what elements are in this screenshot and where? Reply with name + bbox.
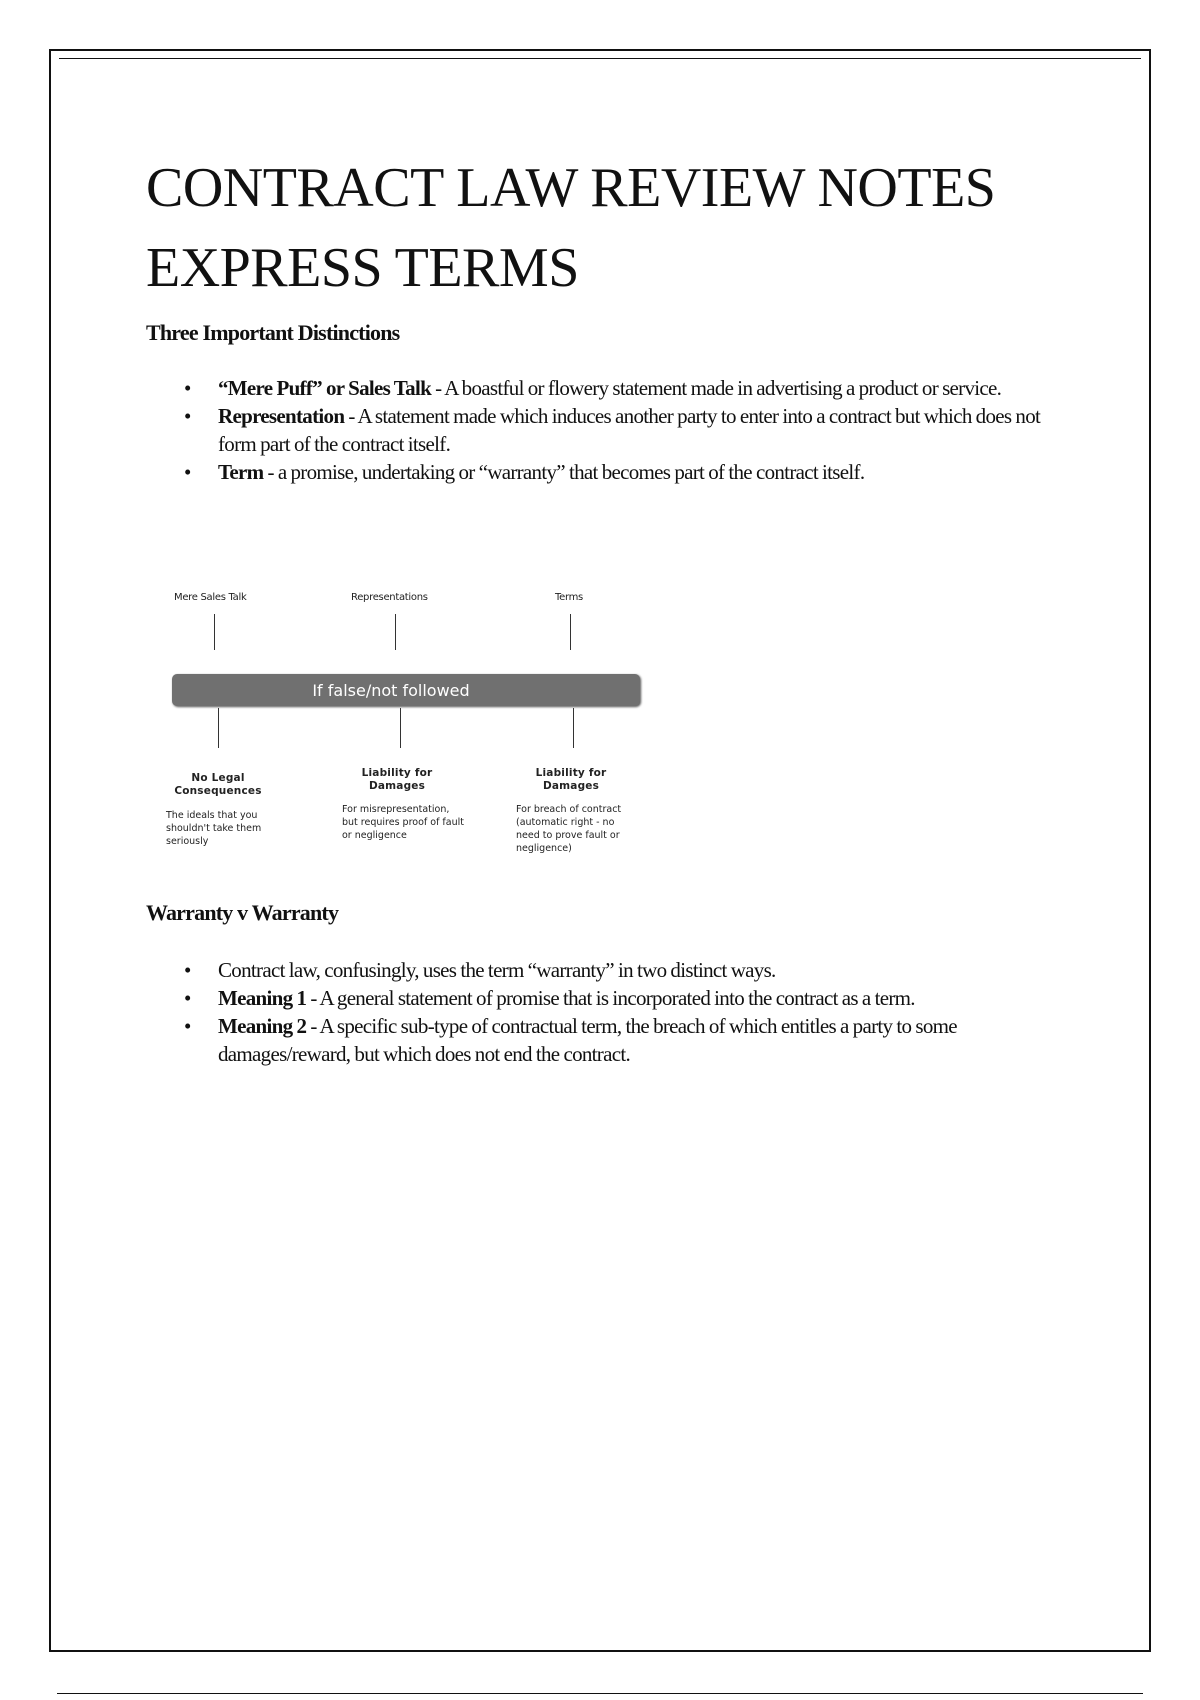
term-label: “Mere Puff” or Sales Talk xyxy=(218,376,432,400)
term-definition: - A boastful or flowery statement made in advertising a product or service. xyxy=(431,376,1002,400)
list-item xyxy=(146,984,1046,1012)
diagram-label-sales-talk: Mere Sales Talk xyxy=(174,592,247,603)
bullet: • xyxy=(184,958,191,982)
bar-label: If false/not followed xyxy=(312,680,470,700)
title-line-1: CONTRACT LAW REVIEW NOTES xyxy=(146,157,996,219)
connector-line xyxy=(214,614,215,650)
document-title xyxy=(146,148,1086,308)
connector-line xyxy=(570,614,571,650)
term-label: Representation xyxy=(218,404,345,428)
item-text: Contract law, confusingly, uses the term “warranty” in two distinct ways. xyxy=(218,958,776,982)
term-definition: - a promise, undertaking or “warranty” that becomes part of the contract itself. xyxy=(263,460,865,484)
warranty-list xyxy=(146,956,1046,1068)
title-line-2: EXPRESS TERMS xyxy=(146,237,579,299)
outcome-description: For breach of contract (automatic right - no need to prove fault or negligence) xyxy=(516,804,622,854)
list-item xyxy=(146,458,1046,486)
term-label: Meaning 1 xyxy=(218,986,307,1010)
diagram-label-terms: Terms xyxy=(555,592,583,603)
connector-line xyxy=(400,708,401,748)
connector-line xyxy=(218,708,219,748)
outcome-bar xyxy=(172,674,640,706)
outcome-description: The ideals that you shouldn't take them seriously xyxy=(166,810,262,847)
term-definition: - A general statement of promise that is incorporated into the contract as a term. xyxy=(306,986,915,1010)
connector-line xyxy=(395,614,396,650)
term-label: Meaning 2 xyxy=(218,1014,307,1038)
page-bottom-rule xyxy=(57,1693,1143,1694)
list-item xyxy=(146,402,1046,458)
term-definition: - A statement made which induces another party to enter into a contract but which does not form part of the contract itself. xyxy=(218,404,1041,456)
frame-top-rule xyxy=(59,58,1141,59)
section-heading-distinctions: Three Important Distinctions xyxy=(146,320,400,345)
bullet: • xyxy=(184,404,191,428)
connector-line xyxy=(573,708,574,748)
list-item xyxy=(146,956,1046,984)
bullet: • xyxy=(184,1014,191,1038)
term-label: Term xyxy=(218,460,264,484)
list-item xyxy=(146,374,1046,402)
bullet: • xyxy=(184,986,191,1010)
section-heading-warranty: Warranty v Warranty xyxy=(146,900,339,925)
outcome-title: Liability for Damages xyxy=(361,767,433,792)
bullet: • xyxy=(184,460,191,484)
outcome-title: No Legal Consequences xyxy=(174,772,262,797)
term-definition: - A specific sub-type of contractual term, the breach of which entitles a party to some damages/reward, but which does not end the contract. xyxy=(218,1014,957,1066)
diagram-label-representations: Representations xyxy=(351,592,428,603)
distinctions-list xyxy=(146,374,1046,486)
outcome-description: For misrepresentation, but requires proof of fault or negligence xyxy=(342,804,464,841)
distinctions-diagram xyxy=(146,580,666,880)
outcome-title: Liability for Damages xyxy=(535,767,607,792)
bullet: • xyxy=(184,376,191,400)
list-item xyxy=(146,1012,1046,1068)
